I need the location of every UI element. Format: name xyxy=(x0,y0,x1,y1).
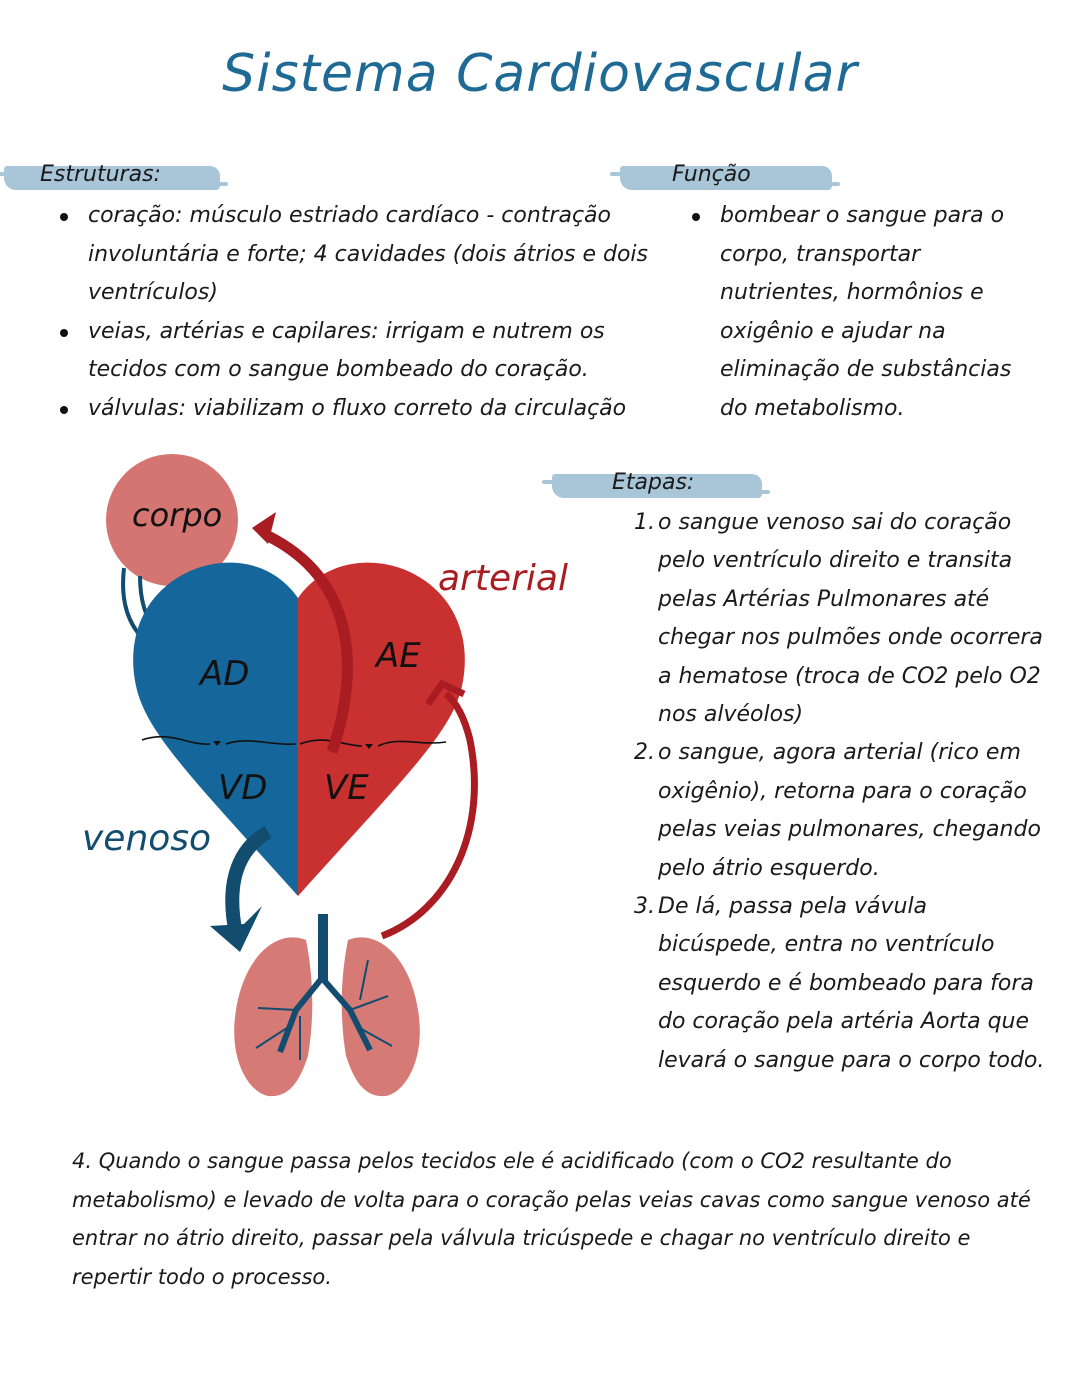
chamber-ad: AD xyxy=(200,654,250,694)
etapas-list xyxy=(634,504,1052,1080)
funcao-list xyxy=(688,197,1038,428)
corpo-label: corpo xyxy=(132,496,223,534)
page-title: Sistema Cardiovascular xyxy=(222,44,858,104)
estruturas-item: veias, artérias e capilares: irrigam e nutrem os tecidos com o sangue bombeado do coração. xyxy=(56,313,666,390)
estruturas-heading: Estruturas: xyxy=(40,162,161,187)
etapa-item: 3. De lá, passa pela vávula bicúspede, entra no ventrículo esquerdo e é bombeado para fora do coração pela artéria Aorta que levará o sangue para o corpo todo. xyxy=(634,894,1045,1073)
lungs-icon xyxy=(234,914,420,1096)
estruturas-list xyxy=(56,197,666,428)
arterial-label: arterial xyxy=(438,558,568,599)
estruturas-item: coração: músculo estriado cardíaco - contração involuntária e forte; 4 cavidades (dois átrios e dois ventrículos) xyxy=(56,197,666,313)
chamber-ae: AE xyxy=(376,636,421,676)
chamber-ve: VE xyxy=(324,768,369,808)
circulation-diagram xyxy=(0,440,600,1120)
chamber-vd: VD xyxy=(218,768,268,808)
venoso-label: venoso xyxy=(82,818,212,859)
estruturas-item: válvulas: viabilizam o fluxo correto da circulação xyxy=(56,390,666,429)
funcao-heading: Função xyxy=(672,162,751,187)
etapas-heading: Etapas: xyxy=(612,470,695,495)
etapa-item: 1. o sangue venoso sai do coração pelo ventrículo direito e transita pelas Artérias Pulmonares até chegar nos pulmões onde ocorrera a hematose (troca de CO2 pelo O2 nos alvéolos) xyxy=(634,510,1043,728)
funcao-item: bombear o sangue para o corpo, transportar nutrientes, hormônios e oxigênio e ajudar na eliminação de substâncias do metabolismo. xyxy=(688,197,1038,428)
final-step-paragraph: 4. Quando o sangue passa pelos tecidos ele é acidificado (com o CO2 resultante do metabolismo) e levado de volta para o coração pelas veias cavas como sangue venoso até entrar no átrio direito, passar pela válvula tricúspede e chagar no ventrículo direito e repertir todo o processo. xyxy=(72,1149,1031,1289)
etapa-item: 2. o sangue, agora arterial (rico em oxigênio), retorna para o coração pelas veias pulmonares, chegando pelo átrio esquerdo. xyxy=(634,740,1041,881)
